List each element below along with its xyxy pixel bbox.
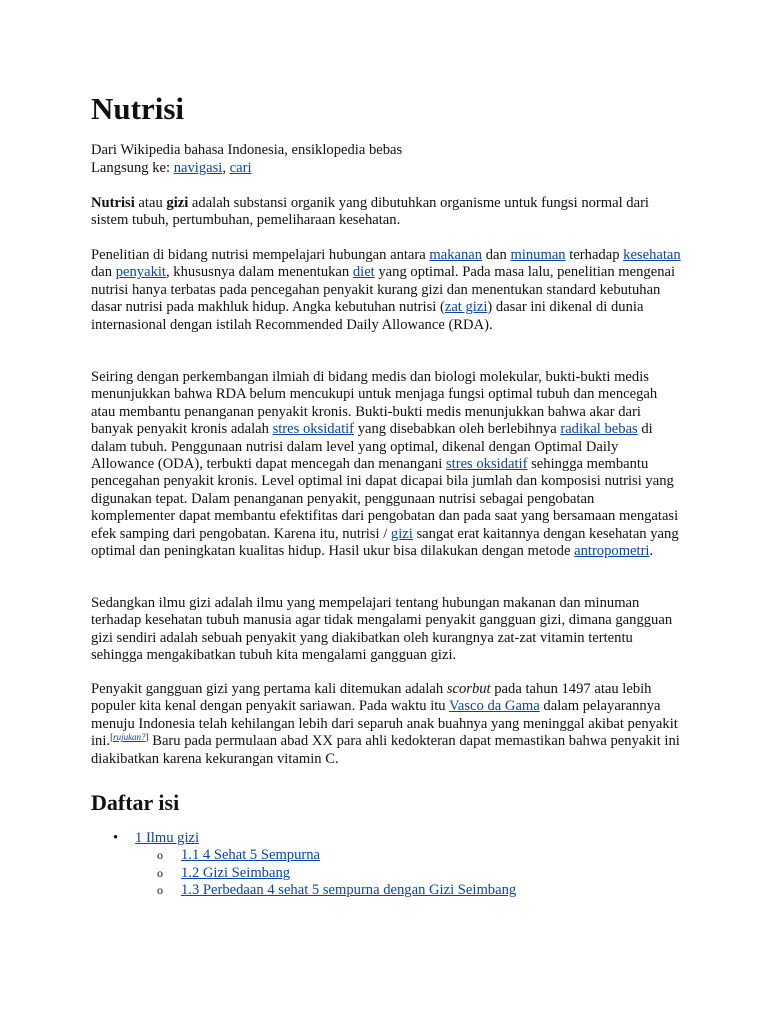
- site-subtitle: Dari Wikipedia bahasa Indonesia, ensiklopedia bebas: [91, 142, 403, 158]
- bracket: [: [110, 732, 114, 743]
- toc-link-gizi-seimbang[interactable]: 1.2 Gizi Seimbang: [181, 864, 291, 881]
- bold-term-nutrisi: Nutrisi: [91, 195, 135, 211]
- toc-link-perbedaan[interactable]: 1.3 Perbedaan 4 sehat 5 sempurna dengan Gizi Seimbang: [181, 882, 517, 899]
- text: yang optimal. Pada masa lalu, penelitian mengenai nutrisi hanya terbatas pada pencegahan penyakit kurang gizi dan menentukan standard kebutuhan dasar nutrisi pada makhluk hidup. Angka kebutuhan nutrisi (: [91, 264, 676, 316]
- link-stres-oksidatif[interactable]: stres oksidatif: [272, 421, 355, 438]
- text: dalam pelayarannya menuju Indonesia telah kehilangan lebih dari separuh anak buahnya yang meninggal akibat penyakit ini.: [91, 698, 678, 750]
- bracket: ]: [145, 732, 149, 743]
- text: pada tahun 1497 atau lebih populer kita kenal dengan penyakit sariawan. Pada waktu itu: [91, 681, 652, 715]
- circle-bullet-icon: o: [157, 848, 163, 863]
- link-penyakit[interactable]: penyakit: [115, 264, 166, 281]
- text: sangat erat kaitannya dengan kesehatan yang optimal dan peningkatan kualitas hidup. Hasil ukur bisa dilakukan dengan metode: [91, 525, 679, 560]
- jump-prefix: Langsung ke:: [91, 160, 174, 176]
- bold-term-gizi: gizi: [166, 195, 189, 211]
- toc-subitem: [91, 847, 516, 864]
- search-link[interactable]: cari: [229, 160, 252, 176]
- link-kesehatan[interactable]: kesehatan: [623, 247, 681, 263]
- text: sehingga membantu pencegahan penyakit kronis. Level optimal ini dapat dicapai bila jumlah dan komposisi nutrisi yang digunakan tepat. Dalam penanganan penyakit, penggunaan nutrisi sebagai pengobatan komplementer dapat membantu efektifitas dari pengobatan dan pada saat yang bersamaan mengatasi efek samping dari pengobatan. Karena itu, nutrisi /: [91, 456, 679, 542]
- circle-bullet-icon: o: [157, 865, 163, 880]
- citation-needed: [110, 732, 149, 742]
- page-title: Nutrisi: [91, 91, 184, 126]
- toc-subitem: [91, 865, 516, 882]
- text: ) dasar ini dikenal di dunia internasional dengan istilah Recommended Daily Allowance (RDA).: [91, 299, 644, 333]
- intro-paragraph: [91, 195, 681, 230]
- toc-heading: Daftar isi: [91, 790, 180, 815]
- link-vasco-da-gama[interactable]: Vasco da Gama: [448, 698, 540, 715]
- text: di dalam tubuh. Penggunaan nutrisi dalam level yang optimal, dikenal dengan Optimal Daily Allowance (ODA), terbukti dapat mencegah dan menangani: [91, 421, 653, 473]
- paragraph-medical: [91, 369, 681, 560]
- toc-sublist: [135, 847, 516, 899]
- link-minuman[interactable]: minuman: [510, 247, 566, 263]
- circle-bullet-icon: o: [157, 883, 163, 898]
- link-zat-gizi[interactable]: zat gizi: [444, 299, 488, 316]
- toc-item: [91, 830, 517, 899]
- citation-needed-link[interactable]: rujukan?: [113, 732, 146, 743]
- text: Penelitian di bidang nutrisi mempelajari hubungan antara: [91, 247, 430, 263]
- text: .: [649, 543, 654, 560]
- link-diet[interactable]: diet: [352, 264, 375, 281]
- toc-subitem: [91, 882, 516, 899]
- text: , khususnya dalam menentukan: [166, 264, 353, 281]
- text: dan: [482, 247, 511, 263]
- text: Penyakit gangguan gizi yang pertama kali ditemukan adalah: [91, 681, 447, 697]
- navigation-link[interactable]: navigasi: [173, 160, 223, 176]
- text: Baru pada permulaan abad XX para ahli kedokteran dapat memastikan bahwa penyakit ini diakibatkan karena kekurangan vitamin C.: [91, 733, 680, 767]
- paragraph-research: [91, 247, 681, 334]
- table-of-contents: [91, 830, 517, 899]
- link-makanan[interactable]: makanan: [429, 247, 483, 263]
- link-antropometri[interactable]: antropometri: [574, 543, 650, 560]
- link-gizi[interactable]: gizi: [390, 525, 413, 542]
- text: dan: [91, 264, 116, 281]
- text: yang disebabkan oleh berlebihnya: [354, 421, 561, 438]
- text: Seiring dengan perkembangan ilmiah di bidang medis dan biologi molekular, bukti-bukti medis menunjukkan bahwa RDA belum mencukupi untuk menjaga fungsi optimal tubuh dan mencegah atau membantu penanganan penyakit kronis. Bukti-bukti medis menunjukkan bahwa akar dari banyak penyakit kronis adalah: [91, 369, 658, 438]
- link-radikal-bebas[interactable]: radikal bebas: [560, 421, 638, 438]
- link-stres-oksidatif-2[interactable]: stres oksidatif: [445, 456, 528, 473]
- paragraph-ilmu-gizi: Sedangkan ilmu gizi adalah ilmu yang mempelajari tentang hubungan makanan dan minuman terhadap kesehatan tubuh manusia agar tidak mengalami penyakit gangguan gizi, dimana gangguan gizi sendiri adalah sebuah penyakit yang diakibatkan oleh kurangnya zat-zat vitamin tertentu sehingga mengakibatkan tubuh kita mengalami gangguan gizi.: [91, 595, 673, 664]
- italic-scorbut: scorbut: [446, 681, 491, 697]
- text: adalah substansi organik yang dibutuhkan organisme untuk fungsi normal dari sistem tubuh, pertumbuhan, pemeliharaan kesehatan.: [91, 195, 649, 229]
- toc-link-ilmu-gizi[interactable]: 1 Ilmu gizi: [135, 830, 200, 846]
- jump-links: [91, 160, 252, 177]
- toc-link-4-sehat[interactable]: 1.1 4 Sehat 5 Sempurna: [181, 847, 321, 864]
- jump-separator: ,: [222, 160, 230, 176]
- bullet-icon: •: [113, 830, 119, 846]
- text: terhadap: [565, 247, 624, 263]
- text: atau: [134, 195, 167, 211]
- paragraph-history: [91, 681, 681, 768]
